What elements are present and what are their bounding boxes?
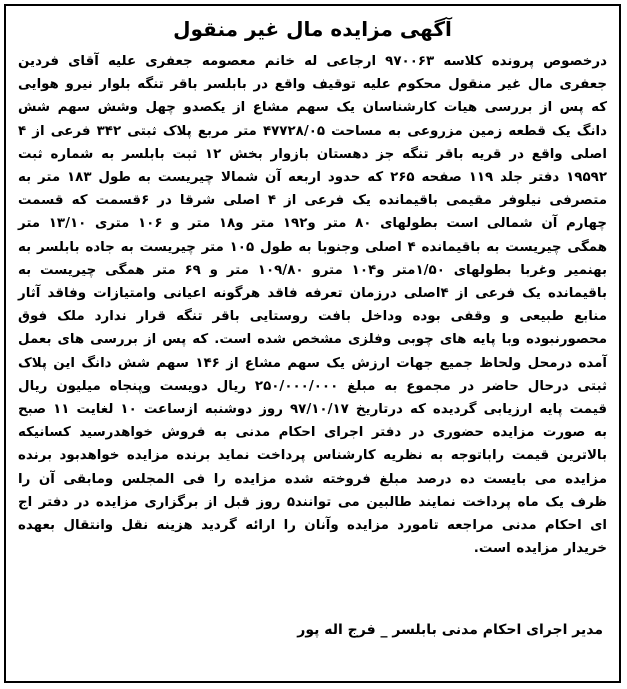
notice-body: درخصوص پرونده کلاسه ۹۷۰۰۶۳ ارجاعی له خانم معصومه جعفری علیه آقای فردین جعفری مال غیر منقول محکوم علیه توقیف واقع در بابلسر باقر تنگه بلوار نیرو هوایی که پس از بررسی هیات کارشناسان یک سهم مشاع از یکصدو چهل وشش سهم شش دانگ یک قطعه زمین مزروعی به مساحت ۴۷۷۲۸/۰۵ متر مربع پلاک ثبتی ۳۴۲ فرعی از ۴ اصلی واقع در قریه باقر تنگه جز دهستان بازوار بخش ۱۲ ثبت بابلسر به شماره ثبت ۱۹۵۹۲ دفتر جلد ۱۱۹ صفحه ۲۶۵ که حدود اربعه آن شمالا چیریست به طول ۱۸۳ متر به متصرفی نیلوفر مقیمی باقیمانده یک فرعی از ۴ اصلی شرقا در ۶قسمت که قسمت چهارم آن شمالی است بطولهای ۸۰ متر و۱۹۲ متر و۱۸ متر و ۱۰۶ متری ۱۳/۱۰ متر همگی چیریست به باقیمانده ۴ اصلی وجنوبا به طول ۱۰۵ متر چیریست به جاده بابلسر به بهنمیر وغربا بطولهای ۱/۵۰متر و۱۰۴ مترو ۱۰۹/۸۰ متر و ۶۹ متر همگی چیریست به باقیمانده یک فرعی از ۴اصلی درزمان تعرفه فاقد هرگونه اعیانی وامتیازات وفاقد آثار منابع طبیعی و وقفی بوده وداخل بافت روستایی باقر تنگه قرار ندارد ملک فوق محصورنبوده وبا پایه های چوبی وفلزی مشخص شده است. که پس از بررسی های بعمل آمده درمحل ولحاظ جمیع جهات ارزش یک سهم مشاع از ۱۴۶ سهم شش دانگ این پلاک ثبتی درحال حاضر در مجموع به مبلغ ۲۵۰/۰۰۰/۰۰۰ ریال دویست وپنجاه میلیون ریال قیمت پایه ارزیابی گردیده که درتاریخ ۹۷/۱۰/۱۷ روز دوشنبه ازساعت ۱۰ لغایت ۱۱ صبح به صورت مزایده حضوری در دفتر اجرای احکام مدنی به فروش خواهدرسید کسانیکه بالاترین قیمت راباتوجه به نظریه کارشناس پرداخت نماید برنده مزایده خواهدبود برنده مزایده می بایست ده درصد مبلغ فروخته شده مزایده را فی المجلس ومابقی آن را ظرف یک ماه پرداخت نمایند طالبین می توانند۵ روز قبل از برگزاری مزایده در دفتر اج ای احکام مدنی مراجعه تامورد مزایده وآنان را ارائه گردید هزینه نقل وانتقال بعهده خریدار مزایده است. (18, 54, 608, 557)
notice-frame (4, 4, 621, 683)
notice-signature: مدیر اجرای احکام مدنی بابلسر _ فرج اله پور (297, 622, 603, 638)
notice-title: آگهی مزایده مال غیر منقول (173, 17, 452, 41)
